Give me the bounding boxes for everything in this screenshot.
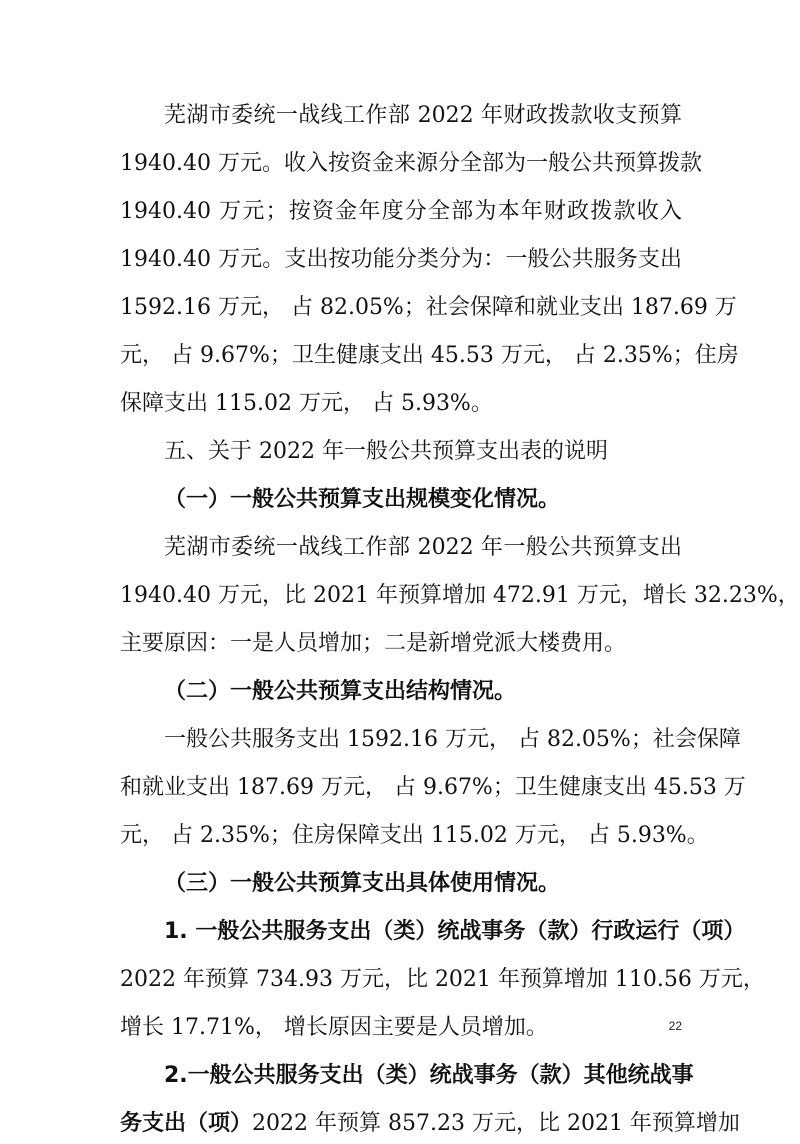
paragraph-line: 元， 占 9.67%；卫生健康支出 45.53 万元， 占 2.35%；住房 — [120, 343, 739, 368]
paragraph-line: 一般公共服务支出 1592.16 万元， 占 82.05%；社会保障 — [164, 727, 741, 752]
item-heading-tail: 务支出（项） — [120, 1111, 253, 1136]
section-heading: 五、关于 2022 年一般公共预算支出表的说明 — [164, 439, 608, 464]
item-heading: 2.一般公共服务支出（类）统战事务（款）其他统战事 — [164, 1063, 694, 1088]
paragraph-line: 1940.40 万元。收入按资金来源分全部为一般公共预算拨款 — [120, 151, 702, 176]
paragraph-line: 保障支出 115.02 万元， 占 5.93%。 — [120, 391, 493, 416]
paragraph-line: 1592.16 万元， 占 82.05%；社会保障和就业支出 187.69 万 — [120, 295, 737, 320]
paragraph-line: 元， 占 2.35%；住房保障支出 115.02 万元， 占 5.93%。 — [120, 823, 709, 848]
paragraph-line: 和就业支出 187.69 万元， 占 9.67%；卫生健康支出 45.53 万 — [120, 775, 746, 800]
paragraph-line: 1940.40 万元。支出按功能分类分为：一般公共服务支出 — [120, 247, 682, 272]
paragraph-line: 主要原因：一是人员增加；二是新增党派大楼费用。 — [120, 631, 627, 656]
item-heading: 1. 一般公共服务支出（类）统战事务（款）行政运行（项） — [164, 919, 746, 944]
subsection-heading: （二）一般公共预算支出结构情况。 — [164, 679, 517, 704]
paragraph-text: 2022 年预算 857.23 万元，比 2021 年预算增加 — [252, 1111, 740, 1136]
paragraph-line: 增长 17.71%， 增长原因主要是人员增加。 — [120, 1015, 548, 1040]
paragraph-line: 芜湖市委统一战线工作部 2022 年一般公共预算支出 — [164, 535, 682, 560]
page-number: 22 — [668, 1019, 682, 1033]
subsection-heading: （一）一般公共预算支出规模变化情况。 — [164, 487, 561, 512]
subsection-heading: （三）一般公共预算支出具体使用情况。 — [164, 871, 561, 896]
paragraph-line: 1940.40 万元，比 2021 年预算增加 472.91 万元，增长 32.23%， — [120, 583, 800, 608]
paragraph-line: 2022 年预算 734.93 万元，比 2021 年预算增加 110.56 万元， — [120, 967, 765, 992]
paragraph-line: 芜湖市委统一战线工作部 2022 年财政拨款收支预算 — [164, 103, 682, 128]
paragraph-line: 1940.40 万元；按资金年度分全部为本年财政拨款收入 — [120, 199, 682, 224]
item-heading-continuation — [120, 1104, 740, 1136]
